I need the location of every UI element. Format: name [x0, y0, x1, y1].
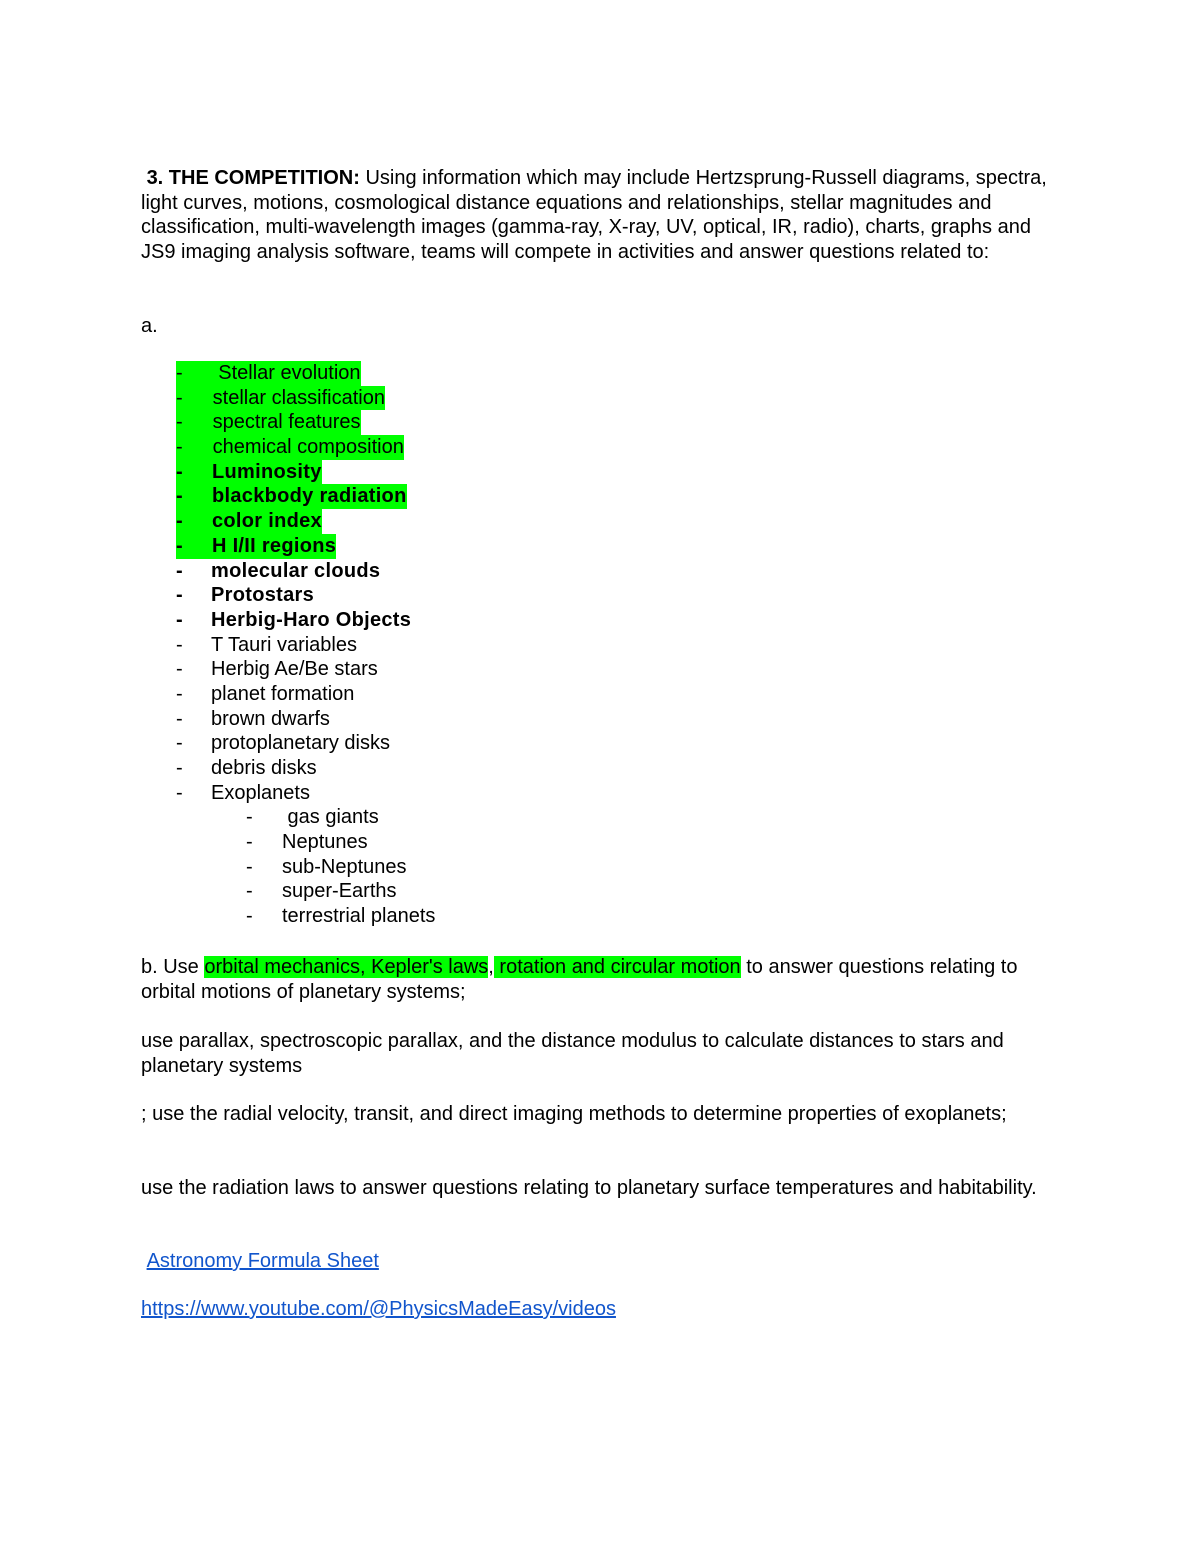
- list-item-text: Luminosity: [211, 460, 322, 483]
- list-item: [0, 682, 1200, 707]
- bullet-dash: -: [176, 485, 183, 508]
- highlighted-list-item: [176, 534, 336, 559]
- youtube-link[interactable]: https://www.youtube.com/@PhysicsMadeEasy/videos: [141, 1298, 616, 1320]
- list-item-text: color index: [211, 510, 322, 533]
- list-item: [0, 534, 1200, 559]
- list-item: [0, 460, 1200, 485]
- list-item-text: debris disks: [211, 757, 317, 779]
- section-a-label: a.: [141, 315, 158, 337]
- highlighted-list-item: [176, 509, 322, 534]
- sub-list-item: [0, 855, 1200, 880]
- bullet-dash: -: [176, 436, 183, 459]
- section-b-suffix: to answer questions relating to orbital motions of planetary systems;: [141, 956, 1018, 1003]
- list-item: [0, 781, 1200, 806]
- bullet-dash: -: [176, 534, 183, 557]
- list-item-text: molecular clouds: [211, 559, 381, 582]
- youtube-line: [141, 1297, 1056, 1322]
- list-item: [0, 410, 1200, 435]
- list-item: [0, 435, 1200, 460]
- bullet-dash: -: [246, 905, 253, 928]
- list-item: [0, 583, 1200, 608]
- radial-velocity-paragraph: ; use the radial velocity, transit, and direct imaging methods to determine properties of exoplanets;: [141, 1103, 1007, 1125]
- bullet-dash: -: [176, 584, 183, 607]
- parallax-paragraph: use parallax, spectroscopic parallax, and the distance modulus to calculate distances to stars and planetary systems: [141, 1030, 1004, 1077]
- bullet-dash: -: [176, 608, 183, 631]
- list-item-text: stellar classification: [212, 386, 385, 409]
- formula-sheet-line: [141, 1249, 1056, 1274]
- bullet-dash: -: [246, 806, 253, 829]
- bullet-dash: -: [176, 362, 183, 384]
- highlight-orbital-mechanics: orbital mechanics, Kepler's laws: [204, 956, 489, 978]
- list-item-text: Herbig Ae/Be stars: [211, 658, 378, 681]
- highlighted-list-item: [176, 361, 361, 386]
- bullet-dash: -: [176, 757, 183, 779]
- formula-sheet-link[interactable]: Astronomy Formula Sheet: [146, 1250, 379, 1272]
- list-item-text: chemical composition: [212, 436, 404, 459]
- section-heading: 3. THE COMPETITION:: [146, 167, 360, 189]
- list-item: [0, 559, 1200, 584]
- list-item: [0, 386, 1200, 411]
- competition-intro: [141, 166, 1056, 264]
- topic-list: [0, 361, 1200, 929]
- bullet-dash: -: [176, 386, 183, 409]
- list-item: [0, 633, 1200, 658]
- highlighted-list-item: [176, 435, 404, 460]
- list-item-text: Stellar evolution: [212, 362, 361, 384]
- bullet-dash: -: [176, 460, 183, 483]
- list-item: [0, 484, 1200, 509]
- highlighted-list-item: [176, 484, 407, 509]
- sub-list-item-text: Neptunes: [282, 831, 368, 854]
- list-item-text: Herbig-Haro Objects: [211, 608, 412, 631]
- list-item: [0, 608, 1200, 633]
- sub-list-item: [0, 904, 1200, 929]
- bullet-dash: -: [176, 658, 183, 681]
- list-item-text: brown dwarfs: [211, 707, 330, 730]
- list-item: [0, 361, 1200, 386]
- section-b-comma: ,: [488, 956, 494, 978]
- section-b-prefix: b. Use: [141, 956, 205, 978]
- sub-list-item-text: sub-Neptunes: [282, 855, 407, 878]
- bullet-dash: -: [246, 855, 253, 878]
- sub-list-item: [0, 879, 1200, 904]
- highlight-rotation: rotation and circular motion: [499, 956, 741, 978]
- list-item: [0, 756, 1200, 781]
- intro-text: Using information which may include Hertzsprung-Russell diagrams, spectra, light curves, motions, cosmological distance equations and relationships, stellar magnitudes and classification, multi-wavelength images (gamma-ray, X-ray, UV, optical, IR, radio), charts, graphs and JS9 imaging analysis software, teams will compete in activities and answer questions related to:: [141, 167, 1047, 263]
- list-item-text: spectral features: [212, 411, 361, 434]
- bullet-dash: -: [176, 707, 183, 730]
- sub-list-item-text: terrestrial planets: [282, 905, 436, 928]
- list-item-text: planet formation: [211, 682, 355, 705]
- bullet-dash: -: [176, 781, 183, 804]
- bullet-dash: -: [176, 510, 183, 533]
- sub-list-item: [0, 805, 1200, 830]
- bullet-dash: -: [176, 411, 183, 434]
- radiation-laws-paragraph: use the radiation laws to answer questions relating to planetary surface temperatures and habitability.: [141, 1177, 1037, 1199]
- list-item-text: Protostars: [211, 584, 315, 607]
- highlighted-list-item: [176, 410, 361, 435]
- bullet-dash: -: [246, 831, 253, 854]
- list-item: [0, 657, 1200, 682]
- highlighted-list-item: [176, 460, 322, 485]
- list-item: [0, 509, 1200, 534]
- section-b-paragraph: [141, 955, 1056, 1004]
- list-item-text: T Tauri variables: [211, 633, 357, 656]
- bullet-dash: -: [176, 682, 183, 705]
- list-item-text: protoplanetary disks: [211, 732, 390, 755]
- sub-list-item-text: gas giants: [282, 806, 379, 829]
- bullet-dash: -: [176, 633, 183, 656]
- sub-list-item: [0, 830, 1200, 855]
- sub-list-item-text: super-Earths: [282, 880, 397, 903]
- bullet-dash: -: [176, 732, 183, 755]
- list-item: [0, 707, 1200, 732]
- highlighted-list-item: [176, 386, 385, 411]
- bullet-dash: -: [176, 559, 183, 582]
- bullet-dash: -: [246, 880, 253, 903]
- list-item: [0, 731, 1200, 756]
- list-item-text: blackbody radiation: [211, 485, 407, 508]
- list-item-text: Exoplanets: [211, 781, 310, 804]
- list-item-text: H I/II regions: [211, 534, 337, 557]
